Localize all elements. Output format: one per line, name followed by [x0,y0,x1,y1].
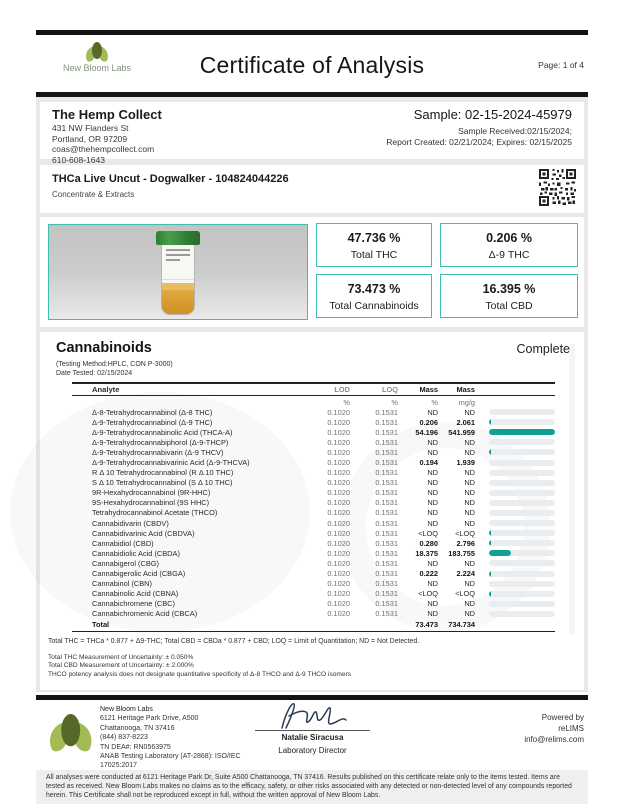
signature-block [255,698,370,755]
mass-pct-value: 18.375 [415,548,438,558]
mass-mgg-value: ND [464,599,475,609]
loq-value: 0.1531 [375,528,398,538]
lab-address-block [100,705,241,771]
table-footnote: Total THC = THCa * 0.877 + Δ9-THC; Total CBD = CBDa * 0.877 + CBD; LOQ = Limit of Quantitation; ND = Not Detected. [48,638,420,645]
lab-address-line: 6121 Heritage Park Drive, A500 [100,715,199,723]
uncertainty-line: THCO potency analysis does not designate quantitative specificity of Δ-8 THCO and Δ-9 THCO isomers [48,670,352,678]
loq-value: 0.1531 [375,558,398,568]
mass-pct-value: ND [427,609,438,619]
analyte-name: S Δ 10 Tetrahydrocannabinol (S Δ 10 THC) [92,478,233,488]
stat-label: Total THC [350,249,398,261]
analyte-name: Tetrahydrocannabinol Acetate (THCO) [92,508,218,518]
mass-bar [487,460,555,466]
lod-value: 0.1020 [327,579,350,589]
mass-bar [487,530,555,536]
lod-value: 0.1020 [327,528,350,538]
mass-mgg-value: ND [464,518,475,528]
loq-value: 0.1531 [375,478,398,488]
table-row [72,437,555,447]
signer-title: Laboratory Director [278,746,347,755]
disclaimer-text: All analyses were conducted at 6121 Heritage Park Dr, Suite A500 Chattanooga, TN 37416. Results published on this certificate relate only to the items tested. Items are tested as received. New Bloom Labs makes no claims as to the efficacy, safety, or other risks associated with any detected or non-detected level of any compounds reported herein. This Certificate shall not be reproduced except in full, without the written approval of New Bloom Labs. [36,770,588,804]
table-row [72,498,555,508]
loq-value: 0.1531 [375,548,398,558]
mass-mgg-value: ND [464,558,475,568]
col-analyte: Analyte [92,385,120,394]
footer-lab-logo [46,714,95,750]
analyte-name: Cannabigerol (CBG) [92,558,159,568]
top-rule [36,30,588,35]
table-total-row [72,619,555,632]
loq-value: 0.1531 [375,417,398,427]
analyte-name: Δ-9-Tetrahydrocannabivarinic Acid (Δ-9-THCVA) [92,458,250,468]
stat-label: Total Cannabinoids [329,300,419,312]
uncertainty-line: Total THC Measurement of Uncertainty: ± 0.050% [48,654,194,661]
product-category: Concentrate & Extracts [52,190,135,199]
mass-pct-value: <LOQ [418,589,438,599]
table-row [72,457,555,467]
table-row [72,468,555,478]
stat-d9-thc [440,223,578,267]
uncertainty-notes [48,654,351,679]
mass-mgg-value: <LOQ [455,589,475,599]
analyte-name: Cannabidivarin (CBDV) [92,518,169,528]
table-row [72,599,555,609]
unit-loq: % [391,397,398,407]
mass-bar [487,571,555,577]
section-status: Complete [516,342,570,356]
lod-value: 0.1020 [327,468,350,478]
mass-bar [487,550,555,556]
summary-box [40,217,584,327]
testing-method: (Testing Method:HPLC, CON P-3000) [56,361,173,368]
mass-bar [487,581,555,587]
mass-mgg-value: 2.061 [456,417,475,427]
analyte-name: Δ-9-Tetrahydrocannabinol (Δ-9 THC) [92,417,213,427]
mass-pct-value: <LOQ [418,528,438,538]
lab-address-line: Chattanooga, TN 37416 [100,724,175,732]
stat-value: 73.473 % [347,282,401,296]
signature-line [255,730,370,731]
mass-bar [487,470,555,476]
mass-bar [487,439,555,445]
date-tested: Date Tested: 02/15/2024 [56,370,133,377]
stat-label: Δ-9 THC [488,249,530,261]
loq-value: 0.1531 [375,488,398,498]
lod-value: 0.1020 [327,548,350,558]
mass-mgg-value: ND [464,579,475,589]
sample-received: Sample Received:02/15/2024; [458,126,572,136]
lod-value: 0.1020 [327,458,350,468]
product-name: THCa Live Uncut - Dogwalker - 104824044226 [52,173,289,185]
mass-bar [487,591,555,597]
mass-mgg-value: ND [464,609,475,619]
mass-pct-value: 54.196 [415,427,438,437]
loq-value: 0.1531 [375,437,398,447]
loq-value: 0.1531 [375,589,398,599]
mass-bar [487,500,555,506]
table-row [72,528,555,538]
mass-mgg-value: 541.959 [448,427,475,437]
loq-value: 0.1531 [375,427,398,437]
mass-bar [487,419,555,425]
mass-bar [487,510,555,516]
mass-pct-value: 0.194 [419,458,438,468]
lod-value: 0.1020 [327,437,350,447]
mass-mgg-value: 1.939 [456,458,475,468]
mass-pct-value: ND [427,498,438,508]
mass-mgg-value: ND [464,437,475,447]
unit-lod: % [343,397,350,407]
mass-pct-value: ND [427,468,438,478]
lims-name: reLIMS [558,724,584,733]
mass-pct-value: ND [427,447,438,457]
stat-value: 0.206 % [486,231,532,245]
mass-pct-value: 0.222 [419,569,438,579]
mass-pct-value: 0.206 [419,417,438,427]
table-row [72,558,555,568]
client-sample-box [40,102,584,165]
powered-by-block [524,712,584,745]
analyte-name: Cannabinolic Acid (CBNA) [92,589,179,599]
qr-code [539,169,576,206]
table-header-row [72,382,555,396]
mass-pct-value: ND [427,478,438,488]
mass-bar [487,601,555,607]
analyte-name: 9R-Hexahydrocannabinol (9R-HHC) [92,488,211,498]
mass-mgg-value: 2.224 [456,569,475,579]
stat-value: 16.395 % [482,282,536,296]
loq-value: 0.1531 [375,538,398,548]
analyte-name: Cannabidiol (CBD) [92,538,154,548]
table-row [72,569,555,579]
table-row [72,589,555,599]
table-row [72,427,555,437]
mass-bar [487,409,555,415]
table-row [72,447,555,457]
col-mass-pct: Mass [419,385,438,394]
unit-mass-mgg: mg/g [458,397,475,407]
lod-value: 0.1020 [327,589,350,599]
lod-value: 0.1020 [327,558,350,568]
lod-value: 0.1020 [327,538,350,548]
analyte-name: Cannabinol (CBN) [92,579,152,589]
table-row [72,407,555,417]
col-loq: LOQ [381,385,398,394]
powered-by-label: Powered by [541,713,584,722]
mass-bar [487,429,555,435]
mass-mgg-value: 183.755 [448,548,475,558]
lab-address-line: ANAB Testing Laboratory (AT-2868): ISO/IEC [100,753,241,761]
mass-pct-value: ND [427,599,438,609]
table-row [72,518,555,528]
stat-value: 47.736 % [347,231,401,245]
mass-pct-value: ND [427,437,438,447]
mass-bar [487,611,555,617]
stat-total-cbd [440,274,578,318]
mass-mgg-value: ND [464,498,475,508]
loq-value: 0.1531 [375,609,398,619]
loq-value: 0.1531 [375,569,398,579]
mass-bar [487,480,555,486]
leaf-icon [46,714,95,750]
loq-value: 0.1531 [375,599,398,609]
lod-value: 0.1020 [327,407,350,417]
product-photo [48,224,308,320]
page-title: Certificate of Analysis [199,52,425,78]
table-row [72,579,555,589]
lod-value: 0.1020 [327,488,350,498]
mass-pct-value: 0.280 [419,538,438,548]
loq-value: 0.1531 [375,518,398,528]
mass-pct-value: ND [427,518,438,528]
lab-address-line: 17025:2017 [100,762,137,770]
lod-value: 0.1020 [327,417,350,427]
lab-logo-text: New Bloom Labs [62,63,132,73]
analyte-name: Cannabidivarinic Acid (CBDVA) [92,528,195,538]
lod-value: 0.1020 [327,609,350,619]
table-row [72,508,555,518]
signature-icon [276,698,350,732]
product-box [40,165,584,213]
lod-value: 0.1020 [327,569,350,579]
mass-mgg-value: ND [464,447,475,457]
mass-mgg-value: <LOQ [455,528,475,538]
analyte-name: Δ-9-Tetrahydrocannabinolic Acid (THCA-A) [92,427,233,437]
mass-bar [487,540,555,546]
lod-value: 0.1020 [327,498,350,508]
loq-value: 0.1531 [375,468,398,478]
client-phone: 610-608-1643 [52,154,105,165]
watermark [569,344,575,634]
loq-value: 0.1531 [375,447,398,457]
mass-pct-value: ND [427,488,438,498]
loq-value: 0.1531 [375,458,398,468]
total-mass-pct: 73.473 [415,620,438,630]
total-label: Total [92,620,110,630]
lod-value: 0.1020 [327,599,350,609]
analyte-name: Cannabichromenic Acid (CBCA) [92,609,198,619]
mass-bar [487,490,555,496]
lab-address-line: (844) 837-8223 [100,734,148,742]
analyte-name: Cannabichromene (CBC) [92,599,175,609]
section-title: Cannabinoids [56,340,152,356]
mass-pct-value: ND [427,558,438,568]
signer-name: Natalie Siracusa [281,733,344,742]
lab-address-line: TN DEA#: RN0563975 [100,743,171,751]
client-email: coas@thehempcollect.com [52,144,155,154]
lod-value: 0.1020 [327,447,350,457]
total-mass-mgg: 734.734 [448,620,475,630]
mass-mgg-value: ND [464,407,475,417]
client-address-1: 431 NW Flanders St [52,123,129,133]
table-row [72,478,555,488]
loq-value: 0.1531 [375,579,398,589]
lod-value: 0.1020 [327,518,350,528]
mass-mgg-value: 2.796 [456,538,475,548]
client-address-2: Portland, OR 97209 [52,133,128,144]
analyte-name: Δ-9-Tetrahydrocannabivarin (Δ-9 THCV) [92,447,224,457]
page-number: Page: 1 of 4 [538,60,584,70]
table-units-row [72,397,555,407]
table-row [72,548,555,558]
loq-value: 0.1531 [375,407,398,417]
stat-total-thc [316,223,432,267]
analyte-name: Cannabigerolic Acid (CBGA) [92,569,186,579]
mass-mgg-value: ND [464,508,475,518]
mass-pct-value: ND [427,579,438,589]
stat-label: Total CBD [485,300,533,312]
col-lod: LOD [334,385,350,394]
cannabinoids-table [72,382,555,632]
analyte-name: Δ-9-Tetrahydrocannabiphorol (Δ-9-THCP) [92,437,229,447]
mass-pct-value: ND [427,508,438,518]
table-row [72,488,555,498]
sample-vial-image [156,231,200,315]
mass-mgg-value: ND [464,468,475,478]
mass-bar [487,520,555,526]
mass-mgg-value: ND [464,478,475,488]
analyte-name: R Δ 10 Tetrahydrocannabinol (R Δ 10 THC) [92,468,234,478]
sample-id: Sample: 02-15-2024-45979 [413,107,572,122]
loq-value: 0.1531 [375,498,398,508]
lod-value: 0.1020 [327,478,350,488]
lod-value: 0.1020 [327,427,350,437]
stat-total-cannabinoids [316,274,432,318]
client-name: The Hemp Collect [52,107,162,122]
analyte-name: 9S-Hexahydrocannabinol (9S HHC) [92,498,210,508]
mass-bar [487,560,555,566]
mass-bar [487,449,555,455]
mass-pct-value: ND [427,407,438,417]
lab-address-line: New Bloom Labs [100,706,153,713]
loq-value: 0.1531 [375,508,398,518]
table-row [72,609,555,619]
uncertainty-line: Total CBD Measurement of Uncertainty: ± 2.000% [48,662,194,670]
analyte-name: Cannabidiolic Acid (CBDA) [92,548,180,558]
col-mass-mgg: Mass [456,385,475,394]
lod-value: 0.1020 [327,508,350,518]
lims-email: info@relims.com [524,735,584,744]
unit-mass-pct: % [431,397,438,407]
cannabinoids-section [40,332,584,690]
table-row [72,417,555,427]
mass-mgg-value: ND [464,488,475,498]
analyte-name: Δ-8-Tetrahydrocannabinol (Δ-8 THC) [92,407,213,417]
table-row [72,538,555,548]
report-created: Report Created: 02/21/2024; Expires: 02/15/2025 [386,137,572,147]
